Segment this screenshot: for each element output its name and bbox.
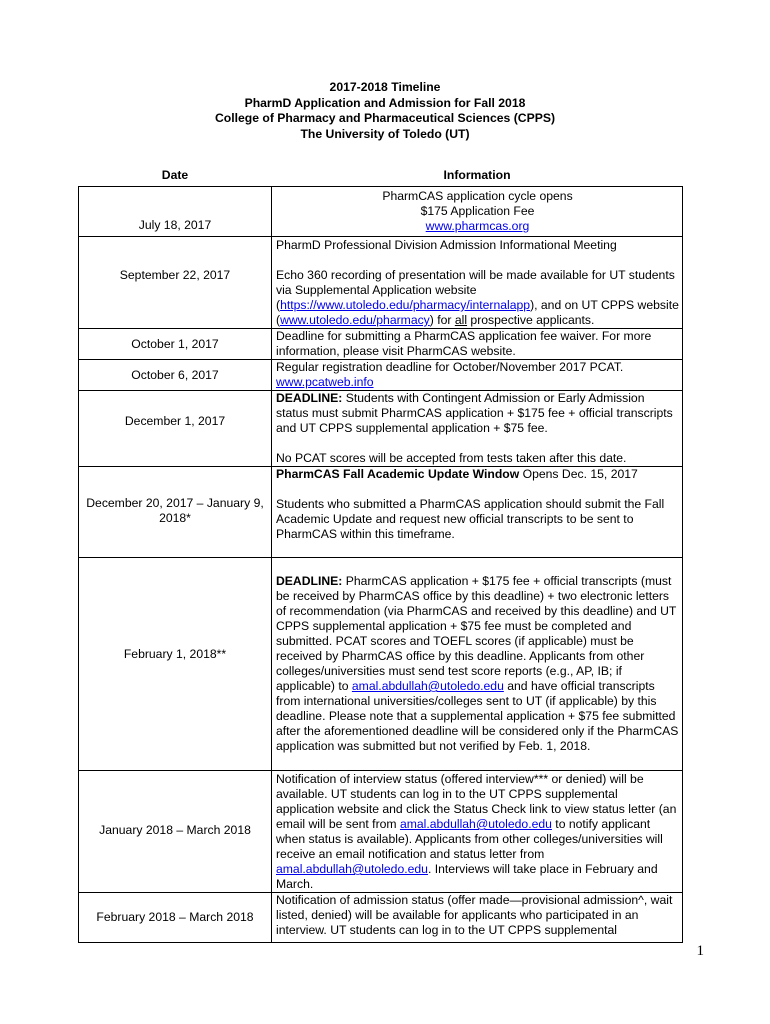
table-row	[79, 467, 683, 558]
info-column-header: Information	[443, 168, 511, 182]
row-date: July 18, 2017	[79, 187, 272, 237]
row-date: February 2018 – March 2018	[79, 893, 272, 943]
row-date: February 1, 2018**	[79, 558, 272, 771]
row-info: Notification of interview status (offered interview*** or denied) will be available. UT students can log in to the UT CPPS supplemental application website and click the Status Check link to view status letter (an email will be sent from amal.abdullah@utoledo.edu to notify applicant when status is available). Applicants from other colleges/universities will receive an email notification and status letter from amal.abdullah@utoledo.edu. Interviews will take place in February and March.	[272, 771, 683, 893]
table-row	[79, 391, 683, 467]
row-date: December 1, 2017	[79, 391, 272, 467]
email-link[interactable]: amal.abdullah@utoledo.edu	[399, 817, 552, 831]
university-name: The University of Toledo (UT)	[300, 126, 470, 141]
table-row	[79, 558, 683, 771]
doc-subtitle: PharmD Application and Admission for Fall 2018	[244, 95, 526, 110]
row-info: Notification of admission status (offer made—provisional admission^, wait listed, denied) will be available for applicants who participated in an interview. UT students can log in to the UT CPPS supplemental	[272, 893, 683, 943]
row-info: Deadline for submitting a PharmCAS application fee waiver. For more information, please visit PharmCAS website.	[272, 329, 683, 360]
row-info: Regular registration deadline for October/November 2017 PCAT. www.pcatweb.info	[272, 360, 683, 391]
table-header-row	[79, 168, 683, 187]
row-info: PharmCAS Fall Academic Update Window Opens Dec. 15, 2017 Students who submitted a PharmCAS application should submit the Fall Academic Update and request new official transcripts to be sent to PharmCAS within this timeframe.	[272, 467, 683, 558]
email-link[interactable]: amal.abdullah@utoledo.edu	[351, 679, 504, 693]
college-name: College of Pharmacy and Pharmaceutical Sciences (CPPS)	[214, 111, 556, 125]
row-date: October 6, 2017	[79, 360, 272, 391]
doc-title: 2017-2018 Timeline	[329, 80, 441, 94]
row-info: DEADLINE: Students with Contingent Admission or Early Admission status must submit PharmCAS application + $175 fee + official transcripts and UT CPPS supplemental application + $75 fee. No PCAT scores will be accepted from tests taken after this date.	[272, 391, 683, 467]
cpps-website-link[interactable]: www.utoledo.edu/pharmacy	[280, 313, 430, 327]
timeline-table	[78, 168, 683, 943]
row-info: PharmCAS application cycle opens $175 Application Fee www.pharmcas.org	[272, 187, 683, 237]
document-header	[0, 80, 770, 142]
email-link[interactable]: amal.abdullah@utoledo.edu	[276, 862, 428, 876]
row-date: January 2018 – March 2018	[79, 771, 272, 893]
row-info: PharmD Professional Division Admission Informational Meeting Echo 360 recording of presentation will be made available for UT students via Supplemental Application website (https://www.utoledo.edu/pharmacy/internalapp), and on UT CPPS website (www.utoledo.edu/pharmacy) for all prospective applicants.	[272, 237, 683, 329]
table-row	[79, 237, 683, 329]
internalapp-link[interactable]: https://www.utoledo.edu/pharmacy/internalapp	[280, 298, 531, 312]
table-row	[79, 360, 683, 391]
table-row	[79, 329, 683, 360]
page-number: 1	[696, 943, 704, 959]
date-column-header: Date	[161, 168, 189, 182]
pcatweb-link[interactable]: www.pcatweb.info	[276, 375, 374, 389]
pharmcas-link[interactable]: www.pharmcas.org	[425, 219, 530, 233]
table-row	[79, 187, 683, 237]
row-info: DEADLINE: PharmCAS application + $175 fee + official transcripts (must be received by PharmCAS office by this deadline) + two electronic letters of recommendation (via PharmCAS and received by this deadline) and UT CPPS supplemental application + $75 fee must be completed and submitted. PCAT scores and TOEFL scores (if applicable) must be received by PharmCAS office by this deadline. Applicants from other colleges/universities must send test score reports (e.g., AP, IB; if applicable) to amal.abdullah@utoledo.edu and have official transcripts from international universities/colleges sent to UT (if applicable) by this deadline. Please note that a supplemental application + $75 fee submitted after the aforementioned deadline will be considered only if the PharmCAS application was submitted but not verified by Feb. 1, 2018.	[272, 558, 683, 771]
table-row	[79, 771, 683, 893]
row-date: October 1, 2017	[79, 329, 272, 360]
row-date: December 20, 2017 – January 9, 2018*	[79, 467, 272, 558]
row-date: September 22, 2017	[79, 237, 272, 329]
table-row	[79, 893, 683, 943]
